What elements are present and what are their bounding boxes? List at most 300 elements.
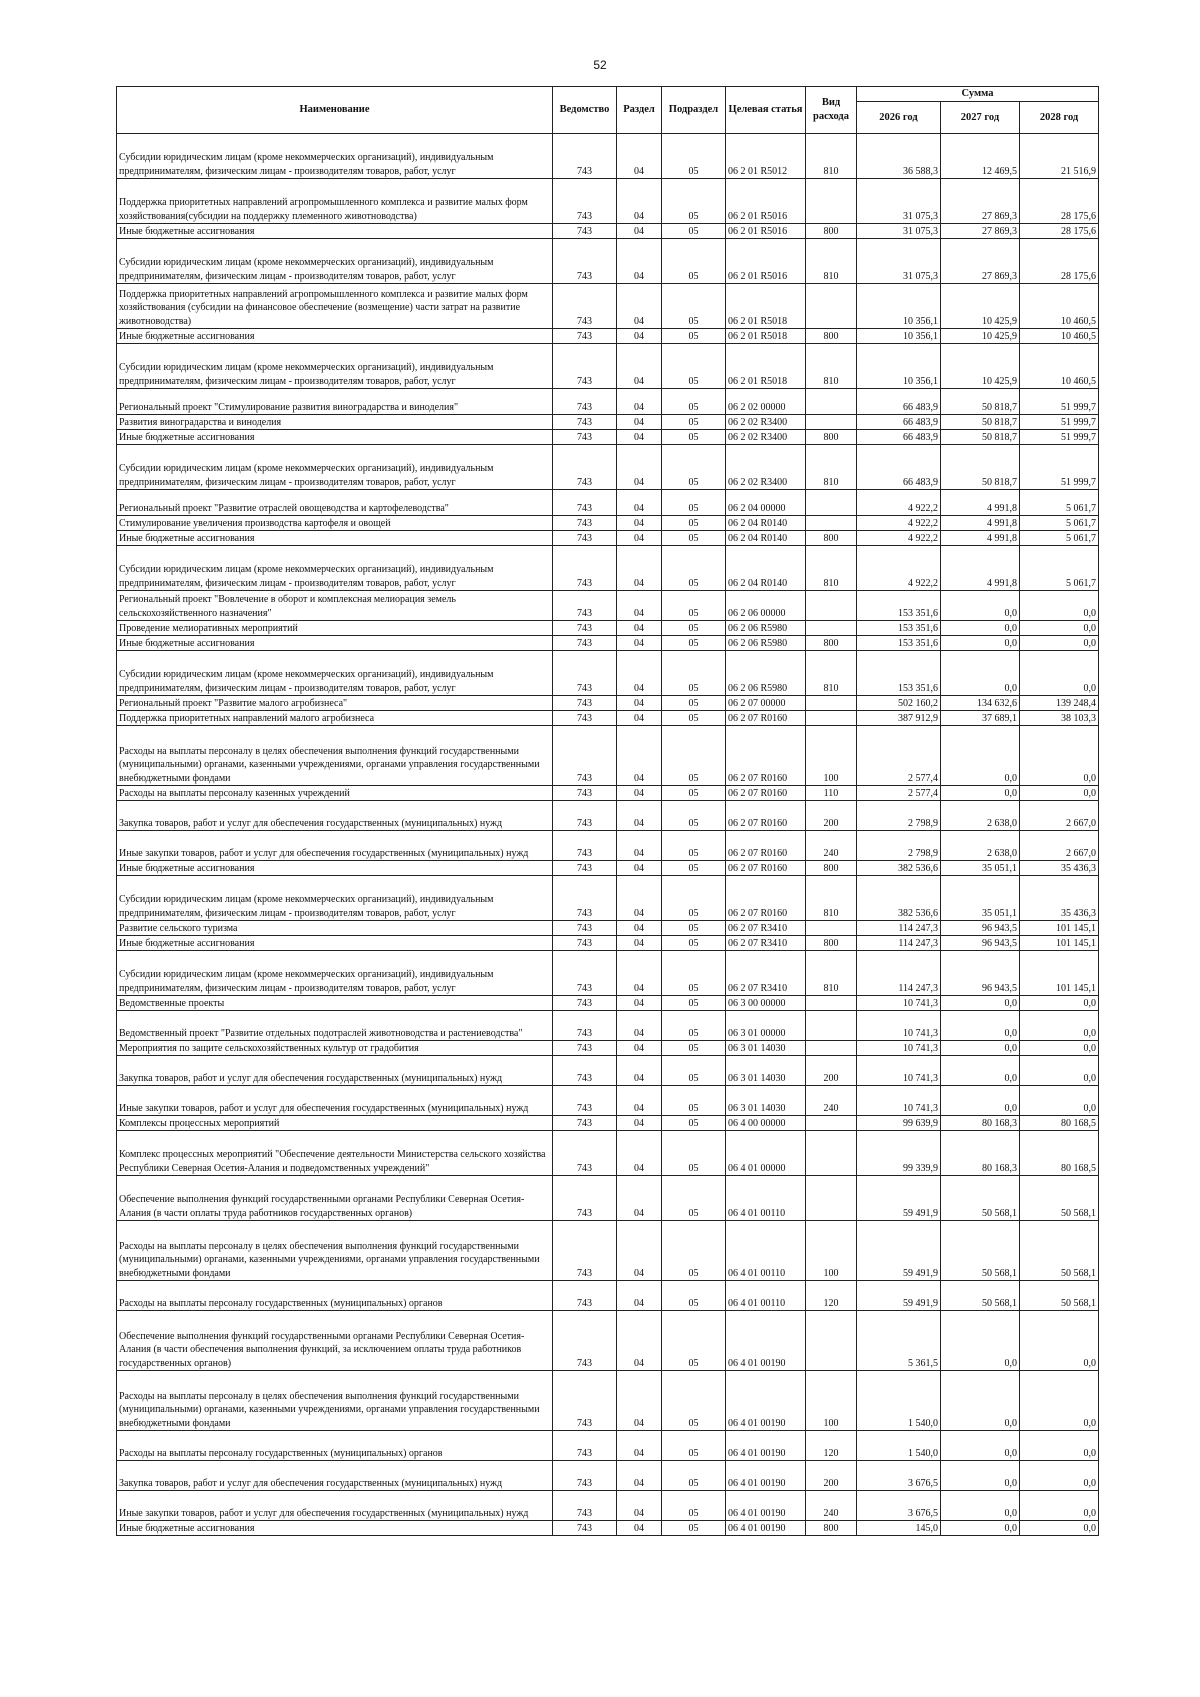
row-name: Субсидии юридическим лицам (кроме некоммерческих организаций), индивидуальным предпринимателям, физическим лицам - производителям товаров, работ, услуг	[117, 951, 553, 996]
row-value-2026: 153 351,6	[857, 591, 941, 621]
row-value-2028: 0,0	[1020, 591, 1099, 621]
table-row	[117, 344, 1099, 389]
row-target: 06 2 01 R5018	[726, 329, 806, 344]
row-section: 04	[617, 1011, 662, 1041]
row-dept: 743	[553, 445, 617, 490]
header-sum: Сумма	[857, 87, 1099, 102]
row-kind: 240	[806, 1491, 857, 1521]
row-dept: 743	[553, 831, 617, 861]
row-value-2026: 31 075,3	[857, 224, 941, 239]
row-section: 04	[617, 389, 662, 415]
row-dept: 743	[553, 921, 617, 936]
row-value-2027: 4 991,8	[941, 490, 1020, 516]
row-value-2026: 382 536,6	[857, 861, 941, 876]
row-value-2028: 21 516,9	[1020, 134, 1099, 179]
table-body	[117, 134, 1099, 1536]
row-subsection: 05	[662, 726, 726, 786]
row-section: 04	[617, 1311, 662, 1371]
row-target: 06 3 01 14030	[726, 1056, 806, 1086]
table-row	[117, 531, 1099, 546]
row-name: Закупка товаров, работ и услуг для обеспечения государственных (муниципальных) нужд	[117, 801, 553, 831]
table-row	[117, 284, 1099, 329]
row-value-2026: 36 588,3	[857, 134, 941, 179]
row-target: 06 2 07 R3410	[726, 936, 806, 951]
row-subsection: 05	[662, 996, 726, 1011]
row-value-2026: 66 483,9	[857, 430, 941, 445]
row-value-2027: 0,0	[941, 1431, 1020, 1461]
row-section: 04	[617, 636, 662, 651]
row-kind	[806, 415, 857, 430]
row-name: Развитие сельского туризма	[117, 921, 553, 936]
row-target: 06 2 04 R0140	[726, 516, 806, 531]
row-section: 04	[617, 1131, 662, 1176]
header-dept: Ведомство	[553, 87, 617, 134]
row-kind: 240	[806, 1086, 857, 1116]
row-kind: 240	[806, 831, 857, 861]
row-section: 04	[617, 1521, 662, 1536]
row-target: 06 2 06 00000	[726, 591, 806, 621]
row-value-2028: 35 436,3	[1020, 876, 1099, 921]
row-name: Региональный проект "Развитие отраслей овощеводства и картофелеводства"	[117, 490, 553, 516]
row-target: 06 4 01 00190	[726, 1371, 806, 1431]
row-dept: 743	[553, 239, 617, 284]
table-row	[117, 1281, 1099, 1311]
row-section: 04	[617, 415, 662, 430]
row-dept: 743	[553, 936, 617, 951]
row-value-2027: 4 991,8	[941, 516, 1020, 531]
row-value-2026: 4 922,2	[857, 546, 941, 591]
row-kind: 800	[806, 936, 857, 951]
row-dept: 743	[553, 876, 617, 921]
row-value-2028: 0,0	[1020, 1371, 1099, 1431]
row-value-2027: 80 168,3	[941, 1116, 1020, 1131]
budget-table	[116, 86, 1099, 1536]
row-name: Расходы на выплаты персоналу в целях обеспечения выполнения функций государственными (муниципальными) органами, казенными учреждениями, органами управления государственными внебюджетными фондами	[117, 1221, 553, 1281]
row-value-2026: 3 676,5	[857, 1491, 941, 1521]
row-subsection: 05	[662, 1461, 726, 1491]
row-dept: 743	[553, 1011, 617, 1041]
row-subsection: 05	[662, 636, 726, 651]
row-value-2027: 0,0	[941, 636, 1020, 651]
row-value-2028: 51 999,7	[1020, 389, 1099, 415]
row-kind: 810	[806, 134, 857, 179]
row-section: 04	[617, 344, 662, 389]
row-kind: 810	[806, 445, 857, 490]
row-subsection: 05	[662, 1281, 726, 1311]
row-section: 04	[617, 996, 662, 1011]
row-value-2027: 96 943,5	[941, 921, 1020, 936]
row-target: 06 2 01 R5018	[726, 344, 806, 389]
row-name: Региональный проект "Стимулирование развития виноградарства и виноделия"	[117, 389, 553, 415]
row-value-2028: 0,0	[1020, 1431, 1099, 1461]
row-kind: 200	[806, 1461, 857, 1491]
row-target: 06 2 02 R3400	[726, 445, 806, 490]
row-name: Иные закупки товаров, работ и услуг для обеспечения государственных (муниципальных) нужд	[117, 831, 553, 861]
row-section: 04	[617, 711, 662, 726]
row-name: Иные бюджетные ассигнования	[117, 224, 553, 239]
row-section: 04	[617, 134, 662, 179]
row-value-2028: 51 999,7	[1020, 430, 1099, 445]
row-dept: 743	[553, 1281, 617, 1311]
row-kind: 110	[806, 786, 857, 801]
row-value-2027: 35 051,1	[941, 876, 1020, 921]
table-row	[117, 239, 1099, 284]
row-value-2027: 0,0	[941, 996, 1020, 1011]
page-number: 52	[593, 58, 607, 72]
row-kind: 120	[806, 1281, 857, 1311]
table-row	[117, 651, 1099, 696]
row-target: 06 2 07 R0160	[726, 801, 806, 831]
row-subsection: 05	[662, 951, 726, 996]
table-row	[117, 831, 1099, 861]
row-target: 06 3 01 14030	[726, 1086, 806, 1116]
row-value-2027: 4 991,8	[941, 546, 1020, 591]
row-dept: 743	[553, 1131, 617, 1176]
row-subsection: 05	[662, 224, 726, 239]
row-section: 04	[617, 239, 662, 284]
header-2028: 2028 год	[1020, 102, 1099, 134]
row-dept: 743	[553, 134, 617, 179]
row-value-2026: 4 922,2	[857, 490, 941, 516]
table-row	[117, 490, 1099, 516]
row-dept: 743	[553, 621, 617, 636]
row-value-2027: 50 568,1	[941, 1221, 1020, 1281]
row-dept: 743	[553, 179, 617, 224]
table-row	[117, 224, 1099, 239]
row-value-2028: 50 568,1	[1020, 1176, 1099, 1221]
row-value-2028: 0,0	[1020, 1086, 1099, 1116]
row-value-2027: 50 568,1	[941, 1176, 1020, 1221]
row-kind	[806, 516, 857, 531]
row-dept: 743	[553, 430, 617, 445]
row-target: 06 2 04 R0140	[726, 546, 806, 591]
row-subsection: 05	[662, 711, 726, 726]
row-subsection: 05	[662, 1311, 726, 1371]
table-row	[117, 1431, 1099, 1461]
row-subsection: 05	[662, 921, 726, 936]
row-section: 04	[617, 179, 662, 224]
row-kind: 800	[806, 430, 857, 445]
row-subsection: 05	[662, 861, 726, 876]
row-kind	[806, 1011, 857, 1041]
row-value-2026: 1 540,0	[857, 1371, 941, 1431]
table-row	[117, 1371, 1099, 1431]
row-subsection: 05	[662, 1041, 726, 1056]
row-subsection: 05	[662, 1116, 726, 1131]
row-value-2026: 5 361,5	[857, 1311, 941, 1371]
table-row	[117, 711, 1099, 726]
table-row	[117, 1011, 1099, 1041]
row-value-2027: 0,0	[941, 621, 1020, 636]
row-section: 04	[617, 1176, 662, 1221]
row-value-2028: 0,0	[1020, 1311, 1099, 1371]
row-subsection: 05	[662, 445, 726, 490]
row-section: 04	[617, 831, 662, 861]
row-target: 06 4 01 00190	[726, 1521, 806, 1536]
row-section: 04	[617, 1086, 662, 1116]
row-target: 06 3 00 00000	[726, 996, 806, 1011]
row-value-2028: 10 460,5	[1020, 344, 1099, 389]
row-subsection: 05	[662, 284, 726, 329]
row-value-2026: 99 339,9	[857, 1131, 941, 1176]
row-section: 04	[617, 546, 662, 591]
row-kind	[806, 621, 857, 636]
row-subsection: 05	[662, 1176, 726, 1221]
row-subsection: 05	[662, 876, 726, 921]
row-dept: 743	[553, 1461, 617, 1491]
row-value-2027: 27 869,3	[941, 179, 1020, 224]
table-row	[117, 415, 1099, 430]
row-subsection: 05	[662, 1521, 726, 1536]
row-target: 06 2 07 R0160	[726, 711, 806, 726]
row-subsection: 05	[662, 239, 726, 284]
row-value-2028: 0,0	[1020, 1461, 1099, 1491]
row-value-2026: 2 798,9	[857, 831, 941, 861]
row-kind: 100	[806, 726, 857, 786]
row-value-2028: 10 460,5	[1020, 284, 1099, 329]
row-value-2026: 10 356,1	[857, 284, 941, 329]
row-value-2027: 0,0	[941, 651, 1020, 696]
table-row	[117, 445, 1099, 490]
row-name: Поддержка приоритетных направлений малого агробизнеса	[117, 711, 553, 726]
row-target: 06 2 06 R5980	[726, 621, 806, 636]
row-value-2027: 10 425,9	[941, 344, 1020, 389]
row-kind	[806, 1041, 857, 1056]
row-kind: 810	[806, 344, 857, 389]
row-value-2026: 59 491,9	[857, 1176, 941, 1221]
row-target: 06 2 07 R0160	[726, 786, 806, 801]
row-target: 06 2 07 00000	[726, 696, 806, 711]
row-kind: 800	[806, 1521, 857, 1536]
row-section: 04	[617, 1116, 662, 1131]
row-subsection: 05	[662, 430, 726, 445]
row-target: 06 2 06 R5980	[726, 636, 806, 651]
row-dept: 743	[553, 801, 617, 831]
row-value-2028: 5 061,7	[1020, 546, 1099, 591]
row-section: 04	[617, 1431, 662, 1461]
row-name: Субсидии юридическим лицам (кроме некоммерческих организаций), индивидуальным предпринимателям, физическим лицам - производителям товаров, работ, услуг	[117, 546, 553, 591]
table-row	[117, 936, 1099, 951]
row-section: 04	[617, 726, 662, 786]
row-value-2027: 134 632,6	[941, 696, 1020, 711]
row-section: 04	[617, 786, 662, 801]
table-row	[117, 516, 1099, 531]
row-dept: 743	[553, 389, 617, 415]
row-kind: 100	[806, 1221, 857, 1281]
row-target: 06 2 01 R5016	[726, 239, 806, 284]
row-value-2028: 0,0	[1020, 621, 1099, 636]
row-value-2028: 2 667,0	[1020, 801, 1099, 831]
row-section: 04	[617, 591, 662, 621]
row-kind	[806, 696, 857, 711]
row-value-2027: 80 168,3	[941, 1131, 1020, 1176]
row-name: Субсидии юридическим лицам (кроме некоммерческих организаций), индивидуальным предпринимателям, физическим лицам - производителям товаров, работ, услуг	[117, 651, 553, 696]
row-kind: 120	[806, 1431, 857, 1461]
row-kind: 200	[806, 1056, 857, 1086]
row-value-2027: 50 568,1	[941, 1281, 1020, 1311]
row-value-2028: 0,0	[1020, 1056, 1099, 1086]
row-subsection: 05	[662, 591, 726, 621]
row-dept: 743	[553, 1491, 617, 1521]
row-name: Стимулирование увеличения производства картофеля и овощей	[117, 516, 553, 531]
row-value-2026: 387 912,9	[857, 711, 941, 726]
row-kind: 800	[806, 329, 857, 344]
row-value-2028: 5 061,7	[1020, 490, 1099, 516]
row-value-2026: 10 741,3	[857, 1086, 941, 1116]
row-value-2028: 101 145,1	[1020, 936, 1099, 951]
row-subsection: 05	[662, 134, 726, 179]
row-target: 06 4 01 00190	[726, 1431, 806, 1461]
row-value-2026: 2 577,4	[857, 726, 941, 786]
row-value-2028: 0,0	[1020, 651, 1099, 696]
row-value-2026: 3 676,5	[857, 1461, 941, 1491]
row-section: 04	[617, 284, 662, 329]
row-value-2027: 0,0	[941, 726, 1020, 786]
row-dept: 743	[553, 696, 617, 711]
row-value-2026: 4 922,2	[857, 516, 941, 531]
row-dept: 743	[553, 415, 617, 430]
row-kind: 800	[806, 224, 857, 239]
row-target: 06 2 07 R0160	[726, 831, 806, 861]
row-dept: 743	[553, 951, 617, 996]
table-row	[117, 786, 1099, 801]
row-dept: 743	[553, 636, 617, 651]
row-subsection: 05	[662, 389, 726, 415]
row-name: Иные бюджетные ассигнования	[117, 531, 553, 546]
row-value-2026: 4 922,2	[857, 531, 941, 546]
row-section: 04	[617, 1041, 662, 1056]
row-value-2027: 0,0	[941, 1491, 1020, 1521]
row-dept: 743	[553, 1056, 617, 1086]
row-name: Иные бюджетные ассигнования	[117, 636, 553, 651]
row-value-2026: 59 491,9	[857, 1281, 941, 1311]
row-name: Субсидии юридическим лицам (кроме некоммерческих организаций), индивидуальным предпринимателям, физическим лицам - производителям товаров, работ, услуг	[117, 445, 553, 490]
row-value-2026: 153 351,6	[857, 636, 941, 651]
table-row	[117, 430, 1099, 445]
row-target: 06 2 07 R3410	[726, 921, 806, 936]
row-value-2026: 502 160,2	[857, 696, 941, 711]
row-value-2026: 153 351,6	[857, 651, 941, 696]
table-row	[117, 951, 1099, 996]
header-subsection: Подраздел	[662, 87, 726, 134]
row-subsection: 05	[662, 1011, 726, 1041]
row-dept: 743	[553, 861, 617, 876]
row-value-2026: 66 483,9	[857, 415, 941, 430]
table-row	[117, 921, 1099, 936]
row-section: 04	[617, 936, 662, 951]
row-value-2026: 31 075,3	[857, 179, 941, 224]
row-target: 06 3 01 14030	[726, 1041, 806, 1056]
table-row	[117, 1131, 1099, 1176]
row-subsection: 05	[662, 531, 726, 546]
row-value-2027: 35 051,1	[941, 861, 1020, 876]
row-value-2028: 0,0	[1020, 1011, 1099, 1041]
row-subsection: 05	[662, 1491, 726, 1521]
row-kind	[806, 284, 857, 329]
row-kind: 810	[806, 951, 857, 996]
row-subsection: 05	[662, 831, 726, 861]
row-dept: 743	[553, 344, 617, 389]
row-dept: 743	[553, 1371, 617, 1431]
row-section: 04	[617, 430, 662, 445]
row-subsection: 05	[662, 546, 726, 591]
row-value-2028: 38 103,3	[1020, 711, 1099, 726]
row-name: Комплекс процессных мероприятий "Обеспечение деятельности Министерства сельского хозяйства Республики Северная Осетия-Алания и подведомственных учреждений"	[117, 1131, 553, 1176]
row-value-2027: 37 689,1	[941, 711, 1020, 726]
row-name: Развития виноградарства и виноделия	[117, 415, 553, 430]
row-target: 06 2 04 R0140	[726, 531, 806, 546]
row-name: Расходы на выплаты персоналу в целях обеспечения выполнения функций государственными (муниципальными) органами, казенными учреждениями, органами управления государственными внебюджетными фондами	[117, 1371, 553, 1431]
row-value-2027: 0,0	[941, 591, 1020, 621]
row-value-2028: 51 999,7	[1020, 415, 1099, 430]
row-subsection: 05	[662, 1371, 726, 1431]
row-kind: 800	[806, 861, 857, 876]
row-subsection: 05	[662, 490, 726, 516]
row-kind	[806, 591, 857, 621]
header-2026: 2026 год	[857, 102, 941, 134]
row-value-2028: 0,0	[1020, 1491, 1099, 1521]
row-name: Ведомственные проекты	[117, 996, 553, 1011]
row-value-2027: 50 818,7	[941, 389, 1020, 415]
row-kind: 800	[806, 636, 857, 651]
row-name: Поддержка приоритетных направлений агропромышленного комплекса и развитие малых форм хозяйствования(субсидии на поддержку племенного животноводства)	[117, 179, 553, 224]
row-dept: 743	[553, 1431, 617, 1461]
row-section: 04	[617, 490, 662, 516]
row-value-2027: 0,0	[941, 786, 1020, 801]
row-section: 04	[617, 801, 662, 831]
row-dept: 743	[553, 490, 617, 516]
row-target: 06 2 01 R5016	[726, 179, 806, 224]
row-value-2028: 0,0	[1020, 636, 1099, 651]
row-value-2028: 0,0	[1020, 1521, 1099, 1536]
row-value-2027: 50 818,7	[941, 415, 1020, 430]
row-value-2027: 27 869,3	[941, 224, 1020, 239]
row-value-2027: 2 638,0	[941, 831, 1020, 861]
row-name: Субсидии юридическим лицам (кроме некоммерческих организаций), индивидуальным предпринимателям, физическим лицам - производителям товаров, работ, услуг	[117, 239, 553, 284]
row-kind: 810	[806, 876, 857, 921]
row-dept: 743	[553, 1116, 617, 1131]
row-value-2026: 10 356,1	[857, 344, 941, 389]
row-name: Расходы на выплаты персоналу государственных (муниципальных) органов	[117, 1431, 553, 1461]
row-value-2026: 10 741,3	[857, 1041, 941, 1056]
row-section: 04	[617, 951, 662, 996]
row-target: 06 4 01 00110	[726, 1221, 806, 1281]
row-subsection: 05	[662, 329, 726, 344]
row-section: 04	[617, 696, 662, 711]
row-kind	[806, 1131, 857, 1176]
row-value-2027: 0,0	[941, 1371, 1020, 1431]
row-value-2027: 0,0	[941, 1311, 1020, 1371]
table-row	[117, 696, 1099, 711]
row-subsection: 05	[662, 651, 726, 696]
row-value-2028: 80 168,5	[1020, 1116, 1099, 1131]
row-subsection: 05	[662, 179, 726, 224]
row-section: 04	[617, 329, 662, 344]
row-section: 04	[617, 1461, 662, 1491]
table-row	[117, 726, 1099, 786]
row-name: Расходы на выплаты персоналу в целях обеспечения выполнения функций государственными (муниципальными) органами, казенными учреждениями, органами управления государственными внебюджетными фондами	[117, 726, 553, 786]
row-subsection: 05	[662, 786, 726, 801]
row-name: Поддержка приоритетных направлений агропромышленного комплекса и развитие малых форм хозяйствования (субсидии на финансовое обеспечение (возмещение) части затрат на развитие животноводства)	[117, 284, 553, 329]
row-kind	[806, 1116, 857, 1131]
row-value-2028: 10 460,5	[1020, 329, 1099, 344]
row-kind: 810	[806, 546, 857, 591]
row-dept: 743	[553, 591, 617, 621]
row-dept: 743	[553, 224, 617, 239]
row-kind	[806, 1311, 857, 1371]
row-section: 04	[617, 921, 662, 936]
header-target: Целевая статья	[726, 87, 806, 134]
